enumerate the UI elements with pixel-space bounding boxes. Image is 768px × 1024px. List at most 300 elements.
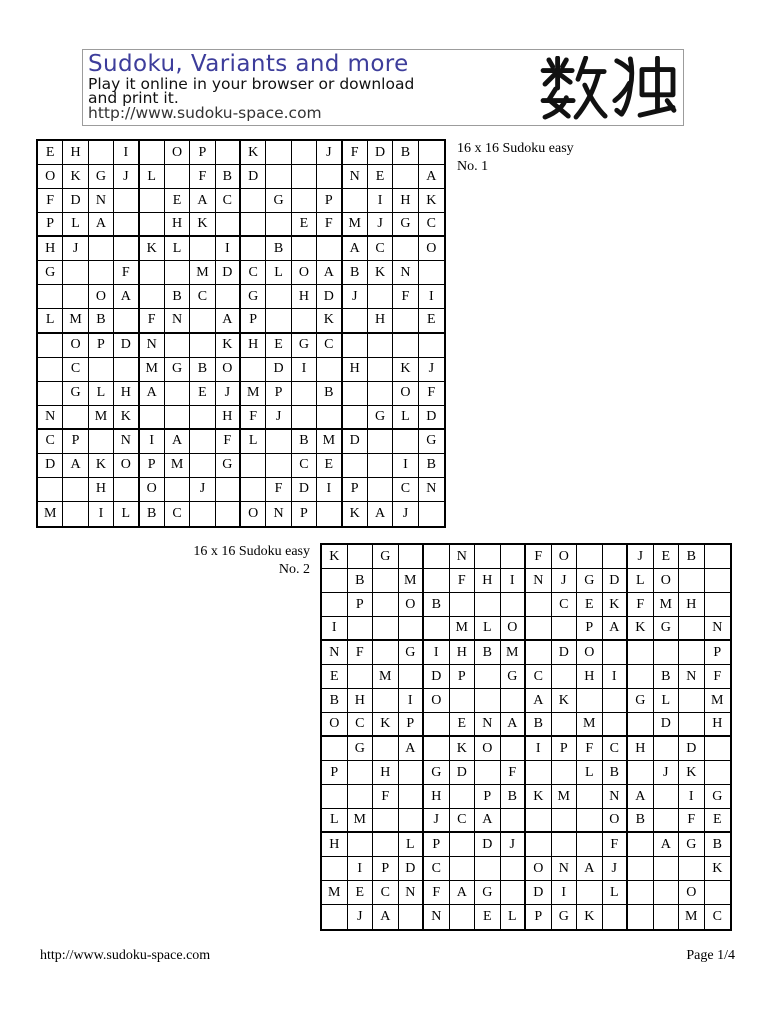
banner-title: Sudoku, Variants and more: [88, 51, 409, 77]
empty-cell[interactable]: [654, 737, 680, 761]
empty-cell[interactable]: [266, 430, 291, 454]
given-cell: G: [679, 833, 705, 857]
given-cell: J: [419, 358, 444, 382]
empty-cell[interactable]: [501, 881, 527, 905]
empty-cell[interactable]: [603, 905, 629, 929]
empty-cell[interactable]: [348, 665, 374, 689]
empty-cell[interactable]: [654, 641, 680, 665]
empty-cell[interactable]: [552, 833, 578, 857]
given-cell: G: [216, 454, 241, 478]
empty-cell[interactable]: [552, 665, 578, 689]
empty-cell[interactable]: [322, 569, 348, 593]
empty-cell[interactable]: [373, 737, 399, 761]
empty-cell[interactable]: [348, 785, 374, 809]
empty-cell[interactable]: [63, 502, 88, 526]
given-cell: B: [654, 665, 680, 689]
kanji-doku-glyph: [615, 58, 674, 115]
given-cell: A: [165, 430, 190, 454]
given-cell: A: [140, 382, 165, 406]
empty-cell[interactable]: [526, 641, 552, 665]
given-cell: I: [393, 454, 418, 478]
given-cell: N: [603, 785, 629, 809]
given-cell: H: [343, 358, 368, 382]
empty-cell[interactable]: [577, 545, 603, 569]
empty-cell[interactable]: [292, 189, 317, 213]
empty-cell[interactable]: [603, 713, 629, 737]
given-cell: J: [603, 857, 629, 881]
empty-cell[interactable]: [628, 833, 654, 857]
given-cell: L: [63, 213, 88, 237]
empty-cell[interactable]: [552, 761, 578, 785]
given-cell: B: [140, 502, 165, 526]
empty-cell[interactable]: [399, 545, 425, 569]
empty-cell[interactable]: [526, 617, 552, 641]
empty-cell[interactable]: [165, 478, 190, 502]
empty-cell[interactable]: [63, 406, 88, 430]
given-cell: I: [501, 569, 527, 593]
given-cell: J: [216, 382, 241, 406]
empty-cell[interactable]: [419, 261, 444, 285]
given-cell: N: [424, 905, 450, 929]
given-cell: B: [393, 141, 418, 165]
empty-cell[interactable]: [114, 309, 139, 333]
empty-cell[interactable]: [501, 689, 527, 713]
empty-cell[interactable]: [292, 237, 317, 261]
empty-cell[interactable]: [190, 237, 215, 261]
empty-cell[interactable]: [526, 809, 552, 833]
empty-cell[interactable]: [343, 334, 368, 358]
empty-cell[interactable]: [450, 905, 476, 929]
empty-cell[interactable]: [419, 502, 444, 526]
empty-cell[interactable]: [368, 285, 393, 309]
empty-cell[interactable]: [292, 309, 317, 333]
empty-cell[interactable]: [399, 905, 425, 929]
empty-cell[interactable]: [63, 285, 88, 309]
given-cell: N: [114, 430, 139, 454]
empty-cell[interactable]: [373, 809, 399, 833]
given-cell: L: [241, 430, 266, 454]
empty-cell[interactable]: [399, 761, 425, 785]
empty-cell[interactable]: [348, 617, 374, 641]
given-cell: A: [373, 905, 399, 929]
given-cell: C: [603, 737, 629, 761]
given-cell: H: [424, 785, 450, 809]
given-cell: K: [577, 905, 603, 929]
empty-cell[interactable]: [317, 237, 342, 261]
empty-cell[interactable]: [114, 478, 139, 502]
empty-cell[interactable]: [368, 478, 393, 502]
empty-cell[interactable]: [501, 737, 527, 761]
empty-cell[interactable]: [705, 737, 731, 761]
empty-cell[interactable]: [190, 454, 215, 478]
empty-cell[interactable]: [38, 334, 63, 358]
given-cell: I: [368, 189, 393, 213]
empty-cell[interactable]: [368, 382, 393, 406]
empty-cell[interactable]: [368, 358, 393, 382]
empty-cell[interactable]: [603, 641, 629, 665]
banner-url: http://www.sudoku-space.com: [88, 104, 322, 122]
given-cell: C: [317, 334, 342, 358]
empty-cell[interactable]: [343, 189, 368, 213]
given-cell: O: [577, 641, 603, 665]
given-cell: I: [140, 430, 165, 454]
empty-cell[interactable]: [140, 285, 165, 309]
empty-cell[interactable]: [552, 617, 578, 641]
empty-cell[interactable]: [577, 833, 603, 857]
given-cell: A: [603, 617, 629, 641]
given-cell: H: [63, 141, 88, 165]
given-cell: G: [266, 189, 291, 213]
empty-cell[interactable]: [89, 261, 114, 285]
empty-cell[interactable]: [292, 406, 317, 430]
given-cell: D: [241, 165, 266, 189]
empty-cell[interactable]: [343, 406, 368, 430]
empty-cell[interactable]: [190, 309, 215, 333]
given-cell: J: [114, 165, 139, 189]
empty-cell[interactable]: [140, 189, 165, 213]
empty-cell[interactable]: [705, 761, 731, 785]
given-cell: F: [343, 141, 368, 165]
empty-cell[interactable]: [190, 334, 215, 358]
given-cell: B: [317, 382, 342, 406]
given-cell: P: [424, 833, 450, 857]
empty-cell[interactable]: [577, 689, 603, 713]
empty-cell[interactable]: [705, 593, 731, 617]
given-cell: B: [526, 713, 552, 737]
empty-cell[interactable]: [628, 641, 654, 665]
empty-cell[interactable]: [399, 809, 425, 833]
puzzle-title: 16 x 16 Sudoku easy: [193, 544, 310, 559]
empty-cell[interactable]: [348, 761, 374, 785]
given-cell: H: [322, 833, 348, 857]
empty-cell[interactable]: [577, 785, 603, 809]
given-cell: D: [266, 358, 291, 382]
given-cell: D: [343, 430, 368, 454]
given-cell: O: [679, 881, 705, 905]
empty-cell[interactable]: [114, 189, 139, 213]
given-cell: L: [654, 689, 680, 713]
empty-cell[interactable]: [628, 857, 654, 881]
empty-cell[interactable]: [393, 430, 418, 454]
empty-cell[interactable]: [322, 593, 348, 617]
empty-cell[interactable]: [475, 761, 501, 785]
empty-cell[interactable]: [216, 141, 241, 165]
empty-cell[interactable]: [628, 761, 654, 785]
given-cell: F: [679, 809, 705, 833]
given-cell: J: [393, 502, 418, 526]
empty-cell[interactable]: [654, 857, 680, 881]
given-cell: M: [322, 881, 348, 905]
empty-cell[interactable]: [654, 785, 680, 809]
empty-cell[interactable]: [424, 737, 450, 761]
given-cell: G: [348, 737, 374, 761]
given-cell: D: [368, 141, 393, 165]
empty-cell[interactable]: [450, 833, 476, 857]
empty-cell[interactable]: [38, 358, 63, 382]
given-cell: E: [190, 382, 215, 406]
empty-cell[interactable]: [475, 857, 501, 881]
empty-cell[interactable]: [419, 334, 444, 358]
empty-cell[interactable]: [628, 881, 654, 905]
empty-cell[interactable]: [322, 737, 348, 761]
empty-cell[interactable]: [114, 237, 139, 261]
page-number: Page 1/4: [686, 948, 735, 963]
given-cell: F: [526, 545, 552, 569]
empty-cell[interactable]: [317, 165, 342, 189]
empty-cell[interactable]: [266, 213, 291, 237]
given-cell: K: [63, 165, 88, 189]
given-cell: O: [241, 502, 266, 526]
empty-cell[interactable]: [165, 406, 190, 430]
empty-cell[interactable]: [292, 165, 317, 189]
given-cell: J: [501, 833, 527, 857]
empty-cell[interactable]: [475, 689, 501, 713]
given-cell: J: [317, 141, 342, 165]
empty-cell[interactable]: [399, 665, 425, 689]
empty-cell[interactable]: [705, 545, 731, 569]
empty-cell[interactable]: [241, 358, 266, 382]
empty-cell[interactable]: [165, 382, 190, 406]
empty-cell[interactable]: [450, 857, 476, 881]
empty-cell[interactable]: [679, 569, 705, 593]
given-cell: M: [165, 454, 190, 478]
empty-cell[interactable]: [679, 617, 705, 641]
empty-cell[interactable]: [241, 213, 266, 237]
empty-cell[interactable]: [424, 545, 450, 569]
empty-cell[interactable]: [292, 141, 317, 165]
empty-cell[interactable]: [501, 857, 527, 881]
empty-cell[interactable]: [165, 334, 190, 358]
empty-cell[interactable]: [373, 641, 399, 665]
empty-cell[interactable]: [373, 689, 399, 713]
empty-cell[interactable]: [373, 593, 399, 617]
empty-cell[interactable]: [190, 406, 215, 430]
empty-cell[interactable]: [216, 285, 241, 309]
empty-cell[interactable]: [603, 689, 629, 713]
given-cell: J: [190, 478, 215, 502]
given-cell: K: [393, 358, 418, 382]
empty-cell[interactable]: [450, 593, 476, 617]
given-cell: H: [38, 237, 63, 261]
empty-cell[interactable]: [705, 569, 731, 593]
given-cell: D: [475, 833, 501, 857]
empty-cell[interactable]: [424, 569, 450, 593]
given-cell: E: [266, 334, 291, 358]
empty-cell[interactable]: [241, 478, 266, 502]
given-cell: G: [577, 569, 603, 593]
empty-cell[interactable]: [368, 430, 393, 454]
empty-cell[interactable]: [216, 502, 241, 526]
given-cell: D: [399, 857, 425, 881]
given-cell: B: [348, 569, 374, 593]
empty-cell[interactable]: [292, 382, 317, 406]
empty-cell[interactable]: [475, 593, 501, 617]
empty-cell[interactable]: [241, 189, 266, 213]
empty-cell[interactable]: [393, 237, 418, 261]
given-cell: H: [475, 569, 501, 593]
given-cell: L: [501, 905, 527, 929]
given-cell: C: [424, 857, 450, 881]
given-cell: C: [526, 665, 552, 689]
given-cell: K: [526, 785, 552, 809]
empty-cell[interactable]: [654, 881, 680, 905]
empty-cell[interactable]: [628, 713, 654, 737]
empty-cell[interactable]: [475, 665, 501, 689]
empty-cell[interactable]: [679, 857, 705, 881]
given-cell: P: [140, 454, 165, 478]
empty-cell[interactable]: [140, 141, 165, 165]
empty-cell[interactable]: [603, 545, 629, 569]
empty-cell[interactable]: [322, 905, 348, 929]
empty-cell[interactable]: [216, 478, 241, 502]
empty-cell[interactable]: [241, 237, 266, 261]
given-cell: B: [628, 809, 654, 833]
given-cell: J: [368, 213, 393, 237]
empty-cell[interactable]: [393, 334, 418, 358]
empty-cell[interactable]: [343, 382, 368, 406]
empty-cell[interactable]: [501, 809, 527, 833]
empty-cell[interactable]: [526, 593, 552, 617]
empty-cell[interactable]: [654, 809, 680, 833]
given-cell: B: [165, 285, 190, 309]
given-cell: I: [114, 141, 139, 165]
given-cell: A: [628, 785, 654, 809]
given-cell: D: [419, 406, 444, 430]
empty-cell[interactable]: [266, 141, 291, 165]
empty-cell[interactable]: [89, 430, 114, 454]
given-cell: A: [368, 502, 393, 526]
empty-cell[interactable]: [419, 141, 444, 165]
given-cell: O: [475, 737, 501, 761]
given-cell: H: [114, 382, 139, 406]
given-cell: N: [705, 617, 731, 641]
given-cell: G: [368, 406, 393, 430]
empty-cell[interactable]: [38, 478, 63, 502]
given-cell: L: [603, 881, 629, 905]
given-cell: E: [368, 165, 393, 189]
empty-cell[interactable]: [89, 237, 114, 261]
empty-cell[interactable]: [552, 809, 578, 833]
empty-cell[interactable]: [38, 285, 63, 309]
empty-cell[interactable]: [577, 809, 603, 833]
given-cell: H: [628, 737, 654, 761]
empty-cell[interactable]: [266, 165, 291, 189]
empty-cell[interactable]: [373, 833, 399, 857]
empty-cell[interactable]: [343, 309, 368, 333]
empty-cell[interactable]: [679, 689, 705, 713]
empty-cell[interactable]: [317, 502, 342, 526]
empty-cell[interactable]: [114, 358, 139, 382]
empty-cell[interactable]: [450, 785, 476, 809]
empty-cell[interactable]: [241, 454, 266, 478]
empty-cell[interactable]: [89, 358, 114, 382]
empty-cell[interactable]: [526, 833, 552, 857]
given-cell: G: [552, 905, 578, 929]
empty-cell[interactable]: [343, 454, 368, 478]
empty-cell[interactable]: [424, 617, 450, 641]
empty-cell[interactable]: [266, 285, 291, 309]
empty-cell[interactable]: [526, 761, 552, 785]
given-cell: I: [89, 502, 114, 526]
empty-cell[interactable]: [628, 905, 654, 929]
empty-cell[interactable]: [654, 905, 680, 929]
given-cell: H: [165, 213, 190, 237]
empty-cell[interactable]: [628, 665, 654, 689]
given-cell: K: [317, 309, 342, 333]
given-cell: C: [63, 358, 88, 382]
given-cell: C: [373, 881, 399, 905]
empty-cell[interactable]: [266, 454, 291, 478]
given-cell: I: [292, 358, 317, 382]
empty-cell[interactable]: [705, 881, 731, 905]
empty-cell[interactable]: [266, 309, 291, 333]
empty-cell[interactable]: [577, 881, 603, 905]
empty-cell[interactable]: [348, 833, 374, 857]
empty-cell[interactable]: [373, 617, 399, 641]
given-cell: C: [712, 909, 722, 924]
given-cell: P: [63, 430, 88, 454]
given-cell: J: [348, 905, 374, 929]
empty-cell[interactable]: [501, 593, 527, 617]
empty-cell[interactable]: [89, 141, 114, 165]
empty-cell[interactable]: [38, 382, 63, 406]
empty-cell[interactable]: [63, 261, 88, 285]
given-cell: H: [292, 285, 317, 309]
given-cell: P: [322, 761, 348, 785]
empty-cell[interactable]: [373, 569, 399, 593]
given-cell: G: [63, 382, 88, 406]
empty-cell[interactable]: [450, 689, 476, 713]
empty-cell[interactable]: [424, 713, 450, 737]
empty-cell[interactable]: [140, 261, 165, 285]
empty-cell[interactable]: [475, 545, 501, 569]
given-cell: C: [552, 593, 578, 617]
given-cell: M: [705, 689, 731, 713]
given-cell: L: [165, 237, 190, 261]
empty-cell[interactable]: [399, 617, 425, 641]
empty-cell[interactable]: [165, 261, 190, 285]
puzzle-title: 16 x 16 Sudoku easy: [457, 141, 574, 156]
empty-cell[interactable]: [393, 309, 418, 333]
empty-cell[interactable]: [399, 785, 425, 809]
given-cell: A: [450, 881, 476, 905]
empty-cell[interactable]: [114, 213, 139, 237]
empty-cell[interactable]: [679, 641, 705, 665]
empty-cell[interactable]: [63, 478, 88, 502]
empty-cell[interactable]: [552, 713, 578, 737]
empty-cell[interactable]: [368, 454, 393, 478]
empty-cell[interactable]: [140, 406, 165, 430]
empty-cell[interactable]: [348, 545, 374, 569]
empty-cell[interactable]: [190, 502, 215, 526]
empty-cell[interactable]: [165, 165, 190, 189]
given-cell: E: [317, 454, 342, 478]
empty-cell[interactable]: [322, 857, 348, 881]
empty-cell[interactable]: [501, 545, 527, 569]
empty-cell[interactable]: [140, 213, 165, 237]
given-cell: M: [373, 665, 399, 689]
empty-cell[interactable]: [322, 785, 348, 809]
given-cell: O: [38, 165, 63, 189]
given-cell: J: [343, 285, 368, 309]
empty-cell[interactable]: [393, 165, 418, 189]
empty-cell[interactable]: [190, 430, 215, 454]
empty-cell[interactable]: [317, 358, 342, 382]
empty-cell[interactable]: [679, 713, 705, 737]
empty-cell[interactable]: [368, 334, 393, 358]
empty-cell[interactable]: [317, 406, 342, 430]
empty-cell[interactable]: [216, 213, 241, 237]
